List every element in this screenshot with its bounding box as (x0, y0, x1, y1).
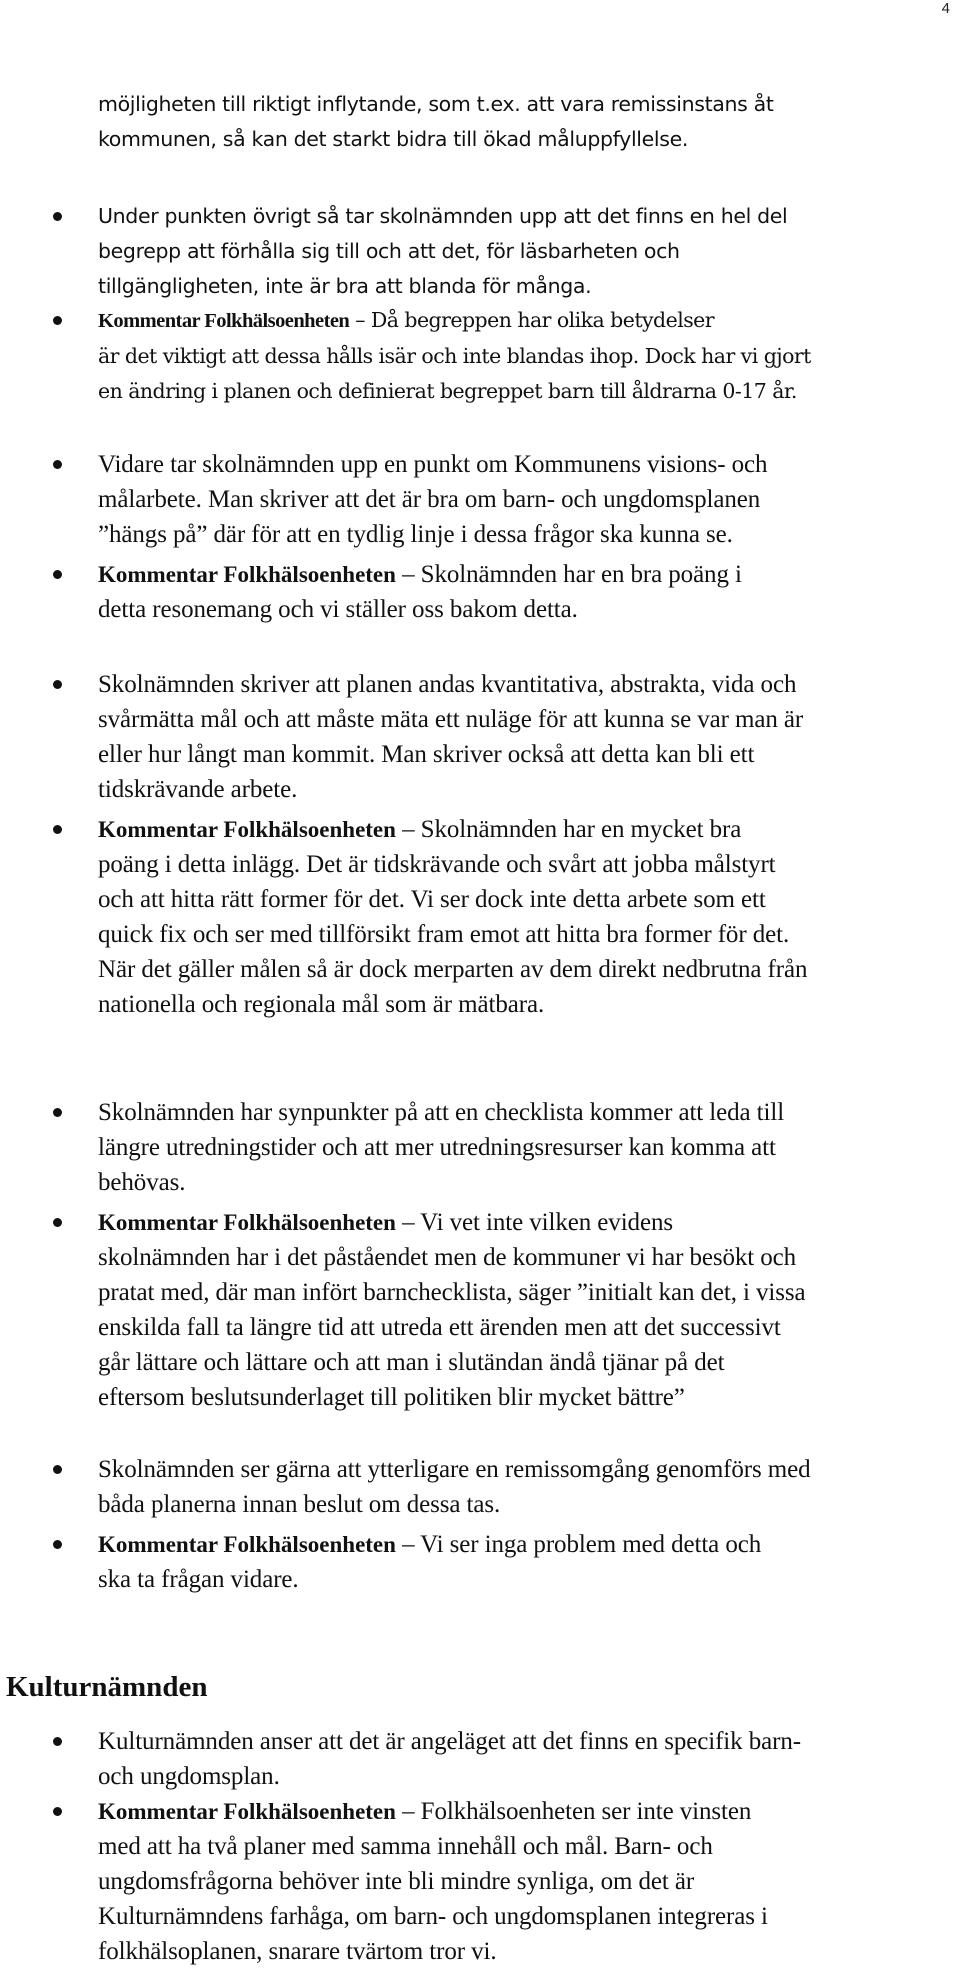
text-line: ungdomsfrågorna behöver inte bli mindre synliga, om det är (98, 1868, 695, 1895)
text-line: Skolnämnden skriver att planen andas kvantitativa, abstrakta, vida och (98, 671, 797, 698)
comment-text: – Skolnämnden har en bra poäng i (395, 561, 742, 588)
bullet-icon (53, 1218, 62, 1227)
comment-text: – Vi vet inte vilken evidens (395, 1209, 673, 1236)
comment-text: – Skolnämnden har en mycket bra (395, 816, 742, 843)
text-line (98, 1794, 950, 1829)
text-line: är det viktigt att dessa hålls isär och inte blandas ihop. Dock har vi gjort (98, 344, 811, 368)
bullet-icon (53, 570, 62, 579)
bullet-icon (53, 1807, 62, 1816)
text-line: ”hängs på” där för att en tydlig linje i dessa frågor ska kunna se. (98, 521, 733, 548)
bullet-icon (53, 1540, 62, 1549)
list-item (98, 667, 950, 807)
comment-label: Kommentar Folkhälsoenheten (98, 1799, 396, 1824)
section-heading: Kulturnämnden (6, 1671, 208, 1703)
text-line: målarbete. Man skriver att det är bra om barn- och ungdomsplanen (98, 486, 761, 513)
text-line (98, 303, 950, 339)
comment-text: – Vi ser inga problem med detta och (395, 1531, 762, 1558)
text-line: Under punkten övrigt så tar skolnämnden upp att det finns en hel del (98, 204, 788, 228)
comment-label: Kommentar Folkhälsoenheten (98, 1532, 396, 1557)
text-line (98, 1205, 950, 1240)
text-line (98, 557, 950, 592)
list-item (98, 199, 950, 304)
text-line: går lättare och lättare och att man i slutändan ändå tjänar på det (98, 1349, 725, 1376)
text-line: begrepp att förhålla sig till och att det, för läsbarheten och (98, 239, 680, 263)
text-line: poäng i detta inlägg. Det är tidskrävande och svårt att jobba målstyrt (98, 851, 776, 878)
comment-label: Kommentar Folkhälsoenheten (98, 562, 396, 587)
bullet-icon (53, 212, 62, 221)
text-line: tillgängligheten, inte är bra att blanda för många. (98, 274, 592, 298)
bullet-icon (53, 1465, 62, 1474)
text-line: Vidare tar skolnämnden upp en punkt om Kommunens visions- och (98, 451, 768, 478)
text-line: behövas. (98, 1169, 186, 1196)
comment-label: Kommentar Folkhälsoenheten (98, 1210, 396, 1235)
comment-label: Kommentar Folkhälsoenheten (98, 310, 350, 332)
list-item (98, 1452, 950, 1522)
text-line: eftersom beslutsunderlaget till politiken blir mycket bättre” (98, 1384, 685, 1411)
bullet-icon (53, 460, 62, 469)
page-number: 4 (941, 0, 950, 17)
text-line: Skolnämnden ser gärna att ytterligare en remissomgång genomförs med (98, 1456, 811, 1483)
text-line: ska ta frågan vidare. (98, 1566, 299, 1593)
text-line: kommunen, så kan det starkt bidra till ökad måluppfyllelse. (98, 127, 689, 151)
list-item (98, 447, 950, 552)
comment-item (98, 1527, 950, 1597)
comment-text: – Då begreppen har olika betydelser (349, 308, 715, 332)
text-line: quick fix och ser med tillförsikt fram emot att hitta bra former för det. (98, 921, 790, 948)
comment-item (98, 812, 950, 1022)
bullet-icon (53, 680, 62, 689)
comment-label: Kommentar Folkhälsoenheten (98, 817, 396, 842)
comment-item (98, 1205, 950, 1415)
text-line: och ungdomsplan. (98, 1763, 280, 1790)
bullet-icon (53, 825, 62, 834)
text-line: en ändring i planen och definierat begreppet barn till åldrarna 0-17 år. (98, 379, 797, 403)
comment-item (98, 557, 950, 627)
comment-text: – Folkhälsoenheten ser inte vinsten (395, 1798, 752, 1825)
text-line: tidskrävande arbete. (98, 776, 298, 803)
text-line: skolnämnden har i det påståendet men de kommuner vi har besökt och (98, 1244, 797, 1271)
text-line: båda planerna innan beslut om dessa tas. (98, 1491, 501, 1518)
bullet-icon (53, 1737, 62, 1746)
text-line: möjligheten till riktigt inflytande, som t.ex. att vara remissinstans åt (98, 92, 774, 116)
text-line: och att hitta rätt former för det. Vi ser dock inte detta arbete som ett (98, 886, 766, 913)
text-line: längre utredningstider och att mer utredningsresurser kan komma att (98, 1134, 776, 1161)
text-line: Kulturnämndens farhåga, om barn- och ungdomsplanen integreras i (98, 1903, 768, 1930)
text-line: med att ha två planer med samma innehåll och mål. Barn- och (98, 1833, 713, 1860)
list-item (98, 1724, 950, 1794)
text-line: Kulturnämnden anser att det är angeläget att det finns en specifik barn- (98, 1728, 801, 1755)
text-line: svårmätta mål och att måste mäta ett nuläge för att kunna se var man är (98, 706, 804, 733)
text-line (98, 812, 950, 847)
intro-paragraph (98, 87, 950, 157)
text-line: eller hur långt man kommit. Man skriver också att detta kan bli ett (98, 741, 755, 768)
comment-item (98, 303, 950, 409)
comment-item (98, 1794, 950, 1969)
text-line: enskilda fall ta längre tid att utreda ett ärenden men att det successivt (98, 1314, 781, 1341)
list-item (98, 1095, 950, 1200)
text-line (98, 1527, 950, 1562)
text-line: nationella och regionala mål som är mätbara. (98, 991, 545, 1018)
text-line: pratat med, där man infört barnchecklista, säger ”initialt kan det, i vissa (98, 1279, 806, 1306)
text-line: folkhälsoplanen, snarare tvärtom tror vi. (98, 1938, 497, 1965)
bullet-icon (53, 1108, 62, 1117)
text-line: När det gäller målen så är dock merparten av dem direkt nedbrutna från (98, 956, 808, 983)
text-line: Skolnämnden har synpunkter på att en checklista kommer att leda till (98, 1099, 785, 1126)
text-line: detta resonemang och vi ställer oss bakom detta. (98, 596, 578, 623)
bullet-icon (53, 316, 62, 325)
